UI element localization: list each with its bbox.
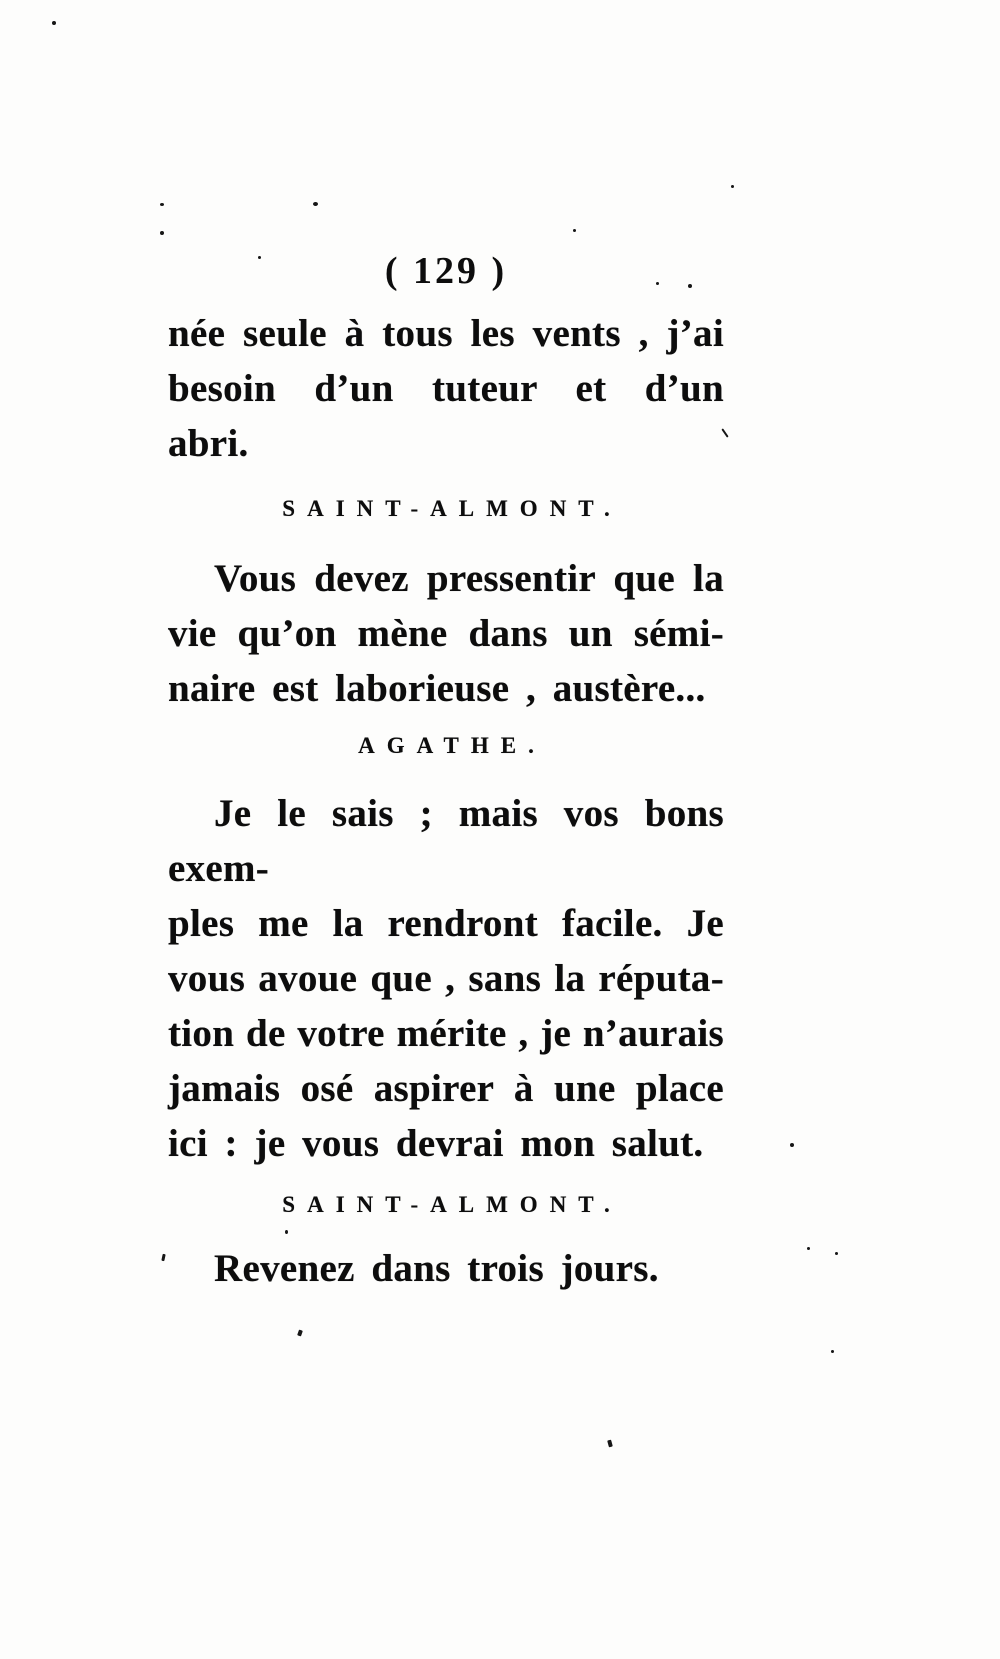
page-content [168, 248, 724, 1296]
ink-speck [731, 185, 734, 188]
text-line: vie qu’on mène dans un sémi- [168, 612, 724, 655]
ink-speck [160, 231, 164, 235]
text-line: besoin d’un tuteur et d’un abri. [168, 367, 724, 465]
page-number: ( 129 ) [384, 250, 508, 292]
ink-speck [313, 202, 318, 206]
text-line: ici : je vous devrai mon salut. [168, 1122, 704, 1165]
ink-speck [285, 1230, 288, 1234]
ink-speck [573, 229, 576, 232]
text-line: Je le sais ; mais vos bons exem- [168, 792, 724, 890]
ink-speck [790, 1143, 794, 1147]
ink-speck [831, 1350, 834, 1353]
text-line: ples me la rendront facile. Je [168, 902, 724, 945]
ink-speck [297, 1329, 303, 1336]
dialogue-paragraph [168, 786, 724, 1171]
text-line: Revenez dans trois jours. [214, 1247, 659, 1290]
ink-speck [161, 1254, 165, 1261]
dialogue-paragraph [168, 1241, 724, 1296]
text-line: tion de votre mérite , je n’aurais [168, 1012, 724, 1055]
text-line: Vous devez pressentir que la [214, 557, 724, 600]
text-line: vous avoue que , sans la réputa- [168, 957, 724, 1000]
ink-speck [807, 1247, 810, 1250]
ink-speck [688, 284, 692, 288]
speaker-heading-saint-almont: SAINT-ALMONT. [282, 496, 622, 521]
text-line: née seule à tous les vents , j’ai [168, 312, 724, 355]
dialogue-paragraph [168, 551, 724, 716]
ink-speck [835, 1252, 838, 1255]
ink-speck [656, 282, 659, 285]
speaker-heading-agathe: AGATHE. [358, 733, 546, 758]
text-line: naire est laborieuse , austère... [168, 667, 706, 710]
ink-speck [160, 203, 164, 206]
text-line: jamais osé aspirer à une place [168, 1067, 724, 1110]
ink-speck [607, 1440, 613, 1448]
ink-speck [258, 256, 261, 259]
ink-speck [52, 21, 56, 25]
dialogue-paragraph [168, 306, 724, 471]
speaker-heading-saint-almont: SAINT-ALMONT. [282, 1192, 622, 1217]
